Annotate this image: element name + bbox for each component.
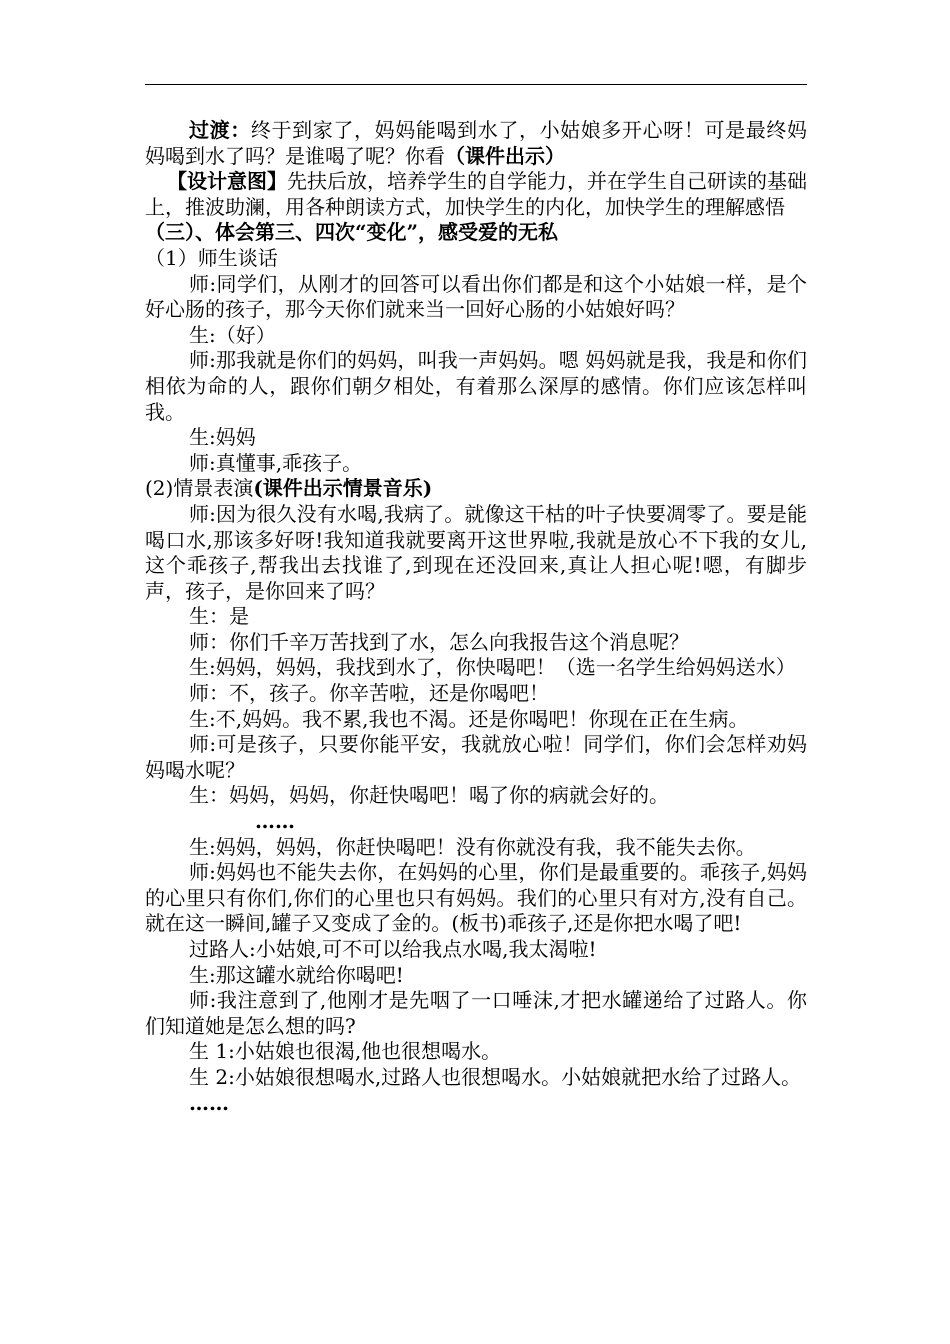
text: 先扶后放，培养学生的自学能力，并在学生自己研读的基础上，推波助澜，用各种朗读方式，加快学生的内化，加快学生的理解感悟 (145, 169, 807, 219)
bold-text: 过渡： (189, 118, 251, 142)
text: 生:妈妈，妈妈，我找到水了，你快喝吧！（选一名学生给妈妈送水） (189, 655, 796, 680)
text: 生：是 (189, 604, 249, 629)
text: 生 2:小姑娘很想喝水,过路人也很想喝水。小姑娘就把水给了过路人。 (189, 1064, 802, 1089)
text: 生:（好） (189, 322, 276, 347)
bold-text: （三）、体会第三、四次“变化”，感受爱的无私 (145, 220, 559, 245)
paragraph (145, 835, 807, 861)
text: 师:因为很久没有水喝,我病了。就像这干枯的叶子快要凋零了。要是能喝口水,那该多好呀!我知道我就要离开这世界啦,我就是放心不下我的女儿,这个乖孩子,帮我出去找谁了,到现在还没回来,真让人担心呢!嗯，有脚步声，孩子，是你回来了吗？ (145, 501, 807, 603)
text: 师:那我就是你们的妈妈，叫我一声妈妈。嗯 妈妈就是我，我是和你们相依为命的人，跟你们朝夕相处，有着那么深厚的感情。你们应该怎样叫我。 (145, 348, 807, 424)
paragraph (145, 809, 807, 835)
paragraph (145, 1091, 807, 1117)
paragraph (145, 681, 807, 707)
text: 生 1:小姑娘也很渴,他也很想喝水。 (189, 1039, 502, 1064)
text: 师:我注意到了,他刚才是先咽了一口唾沫,才把水罐递给了过路人。你们知道她是怎么想的吗? (145, 988, 807, 1038)
text: 师：不，孩子。你辛苦啦，还是你喝吧！ (189, 681, 549, 706)
text: 生:那这罐水就给你喝吧! (189, 962, 404, 987)
bold-text: (课件出示情景音乐) (253, 476, 433, 501)
header-rule (145, 84, 807, 85)
paragraph (145, 937, 807, 963)
text: 师:妈妈也不能失去你，在妈妈的心里，你们是最重要的。乖孩子,妈妈的心里只有你们,你们的心里也只有妈妈。我们的心里只有对方,没有自己。就在这一瞬间,罐子又变成了金的。(板书)乖孩子,还是你把水喝了吧! (145, 860, 807, 936)
paragraph (145, 655, 807, 681)
paragraph (145, 323, 807, 349)
text: 师:同学们，从刚才的回答可以看出你们都是和这个小姑娘一样，是个好心肠的孩子，那今天你们就来当一回好心肠的小姑娘好吗？ (145, 271, 807, 322)
paragraph (145, 425, 807, 451)
text: 过路人:小姑娘,可不可以给我点水喝,我太渴啦! (189, 937, 597, 961)
paragraph (145, 732, 807, 783)
paragraph (145, 118, 807, 169)
paragraph (145, 963, 807, 989)
paragraph (145, 1065, 807, 1091)
paragraph (145, 220, 807, 246)
paragraph (145, 988, 807, 1039)
paragraph (145, 860, 807, 937)
paragraph (145, 272, 807, 323)
bold-text: 【设计意图】 (167, 169, 287, 194)
paragraph (145, 169, 807, 220)
paragraph (145, 604, 807, 630)
paragraph (145, 1039, 807, 1065)
text: （1）师生谈话 (145, 245, 278, 270)
text: 师:可是孩子，只要你能平安，我就放心啦！同学们，你们会怎样劝妈妈喝水呢？ (145, 732, 807, 782)
text: 生:妈妈 (189, 425, 256, 450)
bold-text: …… (255, 809, 295, 834)
paragraph (145, 451, 807, 477)
paragraph (145, 630, 807, 656)
paragraph (145, 246, 807, 272)
text: 师:真懂事,乖孩子。 (189, 450, 363, 475)
document-body (145, 118, 807, 1116)
text: 生：妈妈，妈妈，你赶快喝吧！喝了你的病就会好的。 (189, 783, 669, 808)
text: 终于到家了，妈妈能喝到水了，小姑娘多开心呀！可是最终妈妈喝到水了吗？是谁喝了呢？你看 (145, 118, 808, 168)
text: 生:不,妈妈。我不累,我也不渴。还是你喝吧！你现在正在生病。 (189, 706, 749, 731)
text: 生:妈妈，妈妈，你赶快喝吧！没有你就没有我，我不能失去你。 (189, 834, 756, 859)
bold-text: …… (189, 1090, 229, 1115)
paragraph (145, 348, 807, 425)
paragraph (145, 707, 807, 733)
text: (2)情景表演 (145, 476, 254, 501)
paragraph (145, 502, 807, 604)
paragraph (145, 783, 807, 809)
text: 师：你们千辛万苦找到了水，怎么向我报告这个消息呢？ (189, 629, 689, 654)
paragraph (145, 476, 807, 502)
bold-text: （课件出示） (445, 143, 565, 168)
